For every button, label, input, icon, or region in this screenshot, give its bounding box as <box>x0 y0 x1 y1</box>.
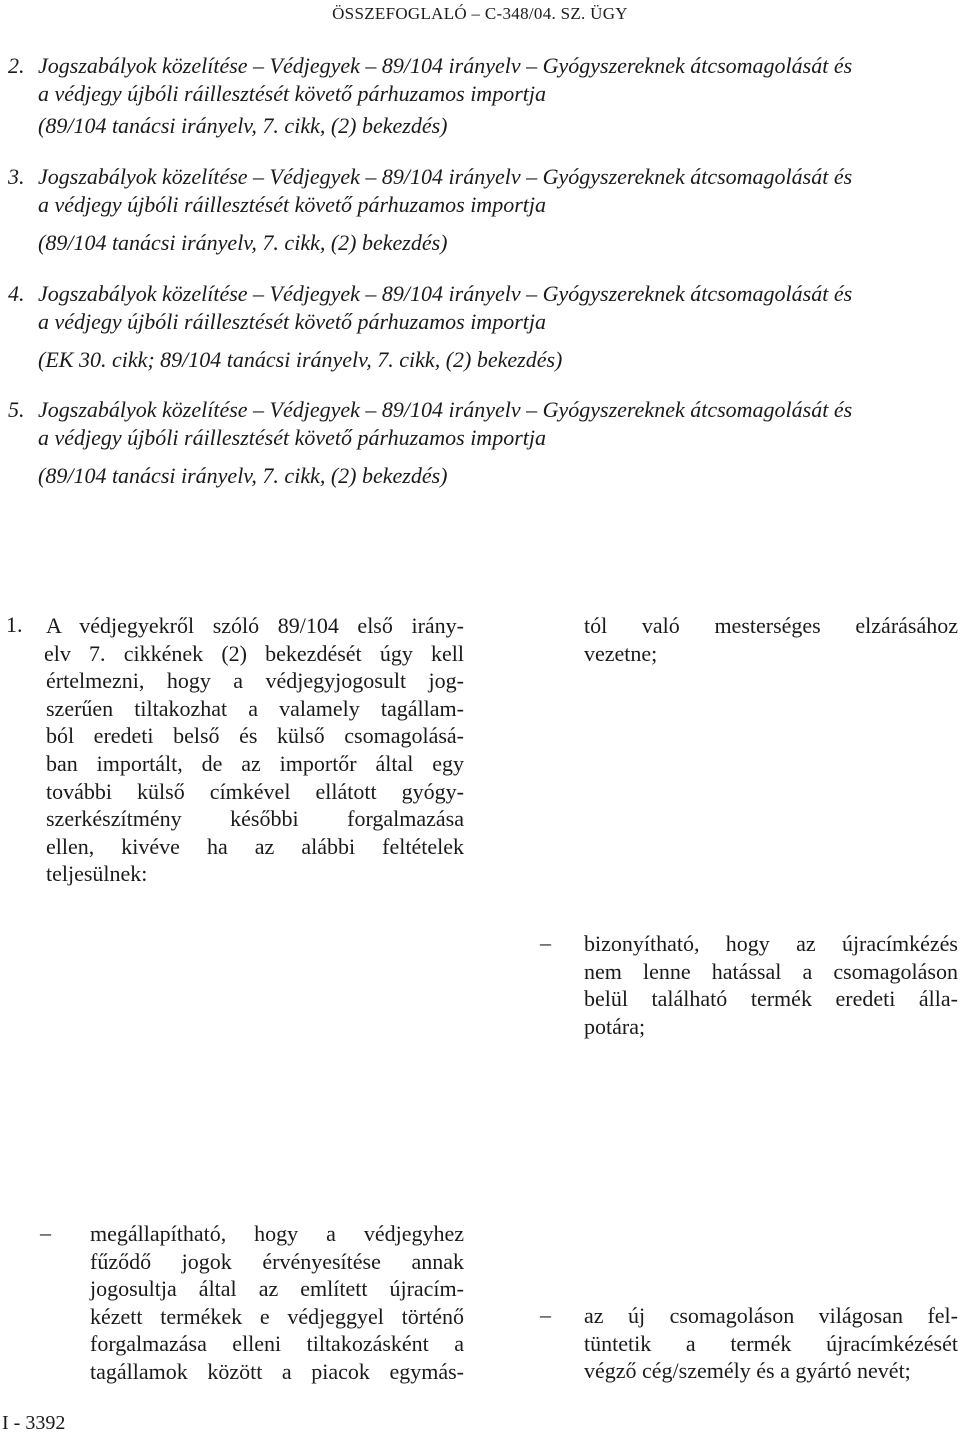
condition-line: megállapítható, hogy a védjegyhez <box>90 1221 464 1246</box>
paragraph-line: szerkészítmény későbbi forgalmazása <box>46 806 464 832</box>
headnote-line: Jogszabályok közelítése – Védjegyek – 89/104 irányelv – Gyógyszereknek átcsomagolását és <box>38 164 853 189</box>
condition-line: potára; <box>584 1013 646 1039</box>
condition-line: forgalmazása elleni tiltakozásként a <box>90 1331 464 1357</box>
condition-1-continuation <box>584 612 958 667</box>
condition-line: tagállamok között a piacok egymás- <box>90 1358 464 1384</box>
paragraph-number: 1. <box>6 612 23 637</box>
operative-paragraph-1 <box>46 612 464 888</box>
paragraph-line: ban importált, de az importőr által egy <box>46 750 464 776</box>
condition-line: fűződő jogok érvényesítése annak <box>90 1248 464 1274</box>
running-head: ÖSSZEFOGLALÓ – C-348/04. SZ. ÜGY <box>332 4 628 23</box>
paragraph-line: teljesülnek: <box>46 861 148 887</box>
paragraph-line: további külső címkével ellátott gyógy- <box>46 778 464 804</box>
condition-line: nem lenne hatással a csomagoláson <box>584 958 958 984</box>
paragraph-line: ból eredeti belső és külső csomagolásá- <box>46 723 464 749</box>
headnote-line: Jogszabályok közelítése – Védjegyek – 89/104 irányelv – Gyógyszereknek átcsomagolását és <box>38 397 853 422</box>
headnote-2 <box>8 52 956 140</box>
headnote-line: a védjegy újbóli ráillesztését követő párhuzamos importja <box>38 309 546 334</box>
paragraph-line: értelmezni, hogy a védjegyjogosult jog- <box>46 668 464 694</box>
condition-line: bizonyítható, hogy az újracímkézés <box>584 931 958 956</box>
headnote-reference: (89/104 tanácsi irányelv, 7. cikk, (2) bekezdés) <box>38 113 448 138</box>
condition-line: tüntetik a termék újracímkézését <box>584 1330 958 1356</box>
paragraph-line: ellen, kivéve ha az alábbi feltételek <box>46 833 464 859</box>
condition-line: belül található termék eredeti álla- <box>584 986 958 1012</box>
headnote-3 <box>8 163 956 257</box>
condition-line: végző cég/személy és a gyártó nevét; <box>584 1358 911 1384</box>
headnote-line: a védjegy újbóli ráillesztését követő párhuzamos importja <box>38 81 546 106</box>
condition-line: az új csomagoláson világosan fel- <box>584 1303 958 1328</box>
page-number: I - 3392 <box>2 1412 66 1434</box>
condition-line: kézett termékek e védjeggyel történő <box>90 1303 464 1329</box>
paragraph-line: szerűen tiltakozhat a valamely tagállam- <box>46 695 464 721</box>
paragraph-line: A védjegyekről szóló 89/104 első irány- <box>46 613 464 638</box>
condition-dash: – <box>540 930 551 955</box>
headnote-4 <box>8 280 956 374</box>
condition-dash: – <box>540 1302 551 1327</box>
condition-1 <box>90 1220 464 1386</box>
headnote-reference: (EK 30. cikk; 89/104 tanácsi irányelv, 7. cikk, (2) bekezdés) <box>38 347 563 372</box>
headnote-reference: (89/104 tanácsi irányelv, 7. cikk, (2) bekezdés) <box>38 230 448 255</box>
headnote-number: 2. <box>8 53 25 78</box>
headnote-line: Jogszabályok közelítése – Védjegyek – 89/104 irányelv – Gyógyszereknek átcsomagolását és <box>38 53 853 78</box>
headnote-line: a védjegy újbóli ráillesztését követő párhuzamos importja <box>38 425 546 450</box>
headnote-reference: (89/104 tanácsi irányelv, 7. cikk, (2) bekezdés) <box>38 463 448 488</box>
headnote-line: Jogszabályok közelítése – Védjegyek – 89/104 irányelv – Gyógyszereknek átcsomagolását és <box>38 281 853 306</box>
condition-line: jogosultja által az említett újracím- <box>90 1276 464 1302</box>
headnote-line: a védjegy újbóli ráillesztését követő párhuzamos importja <box>38 192 546 217</box>
headnote-5 <box>8 396 956 490</box>
headnote-number: 4. <box>8 281 25 306</box>
headnote-number: 3. <box>8 164 25 189</box>
condition-line: tól való mesterséges elzárásához <box>584 613 958 638</box>
condition-line: vezetne; <box>584 640 658 666</box>
condition-dash: – <box>40 1220 51 1245</box>
condition-2 <box>584 930 958 1040</box>
headnote-number: 5. <box>8 397 25 422</box>
condition-3 <box>584 1302 958 1385</box>
paragraph-line: elv 7. cikkének (2) bekezdését úgy kell <box>44 640 464 666</box>
